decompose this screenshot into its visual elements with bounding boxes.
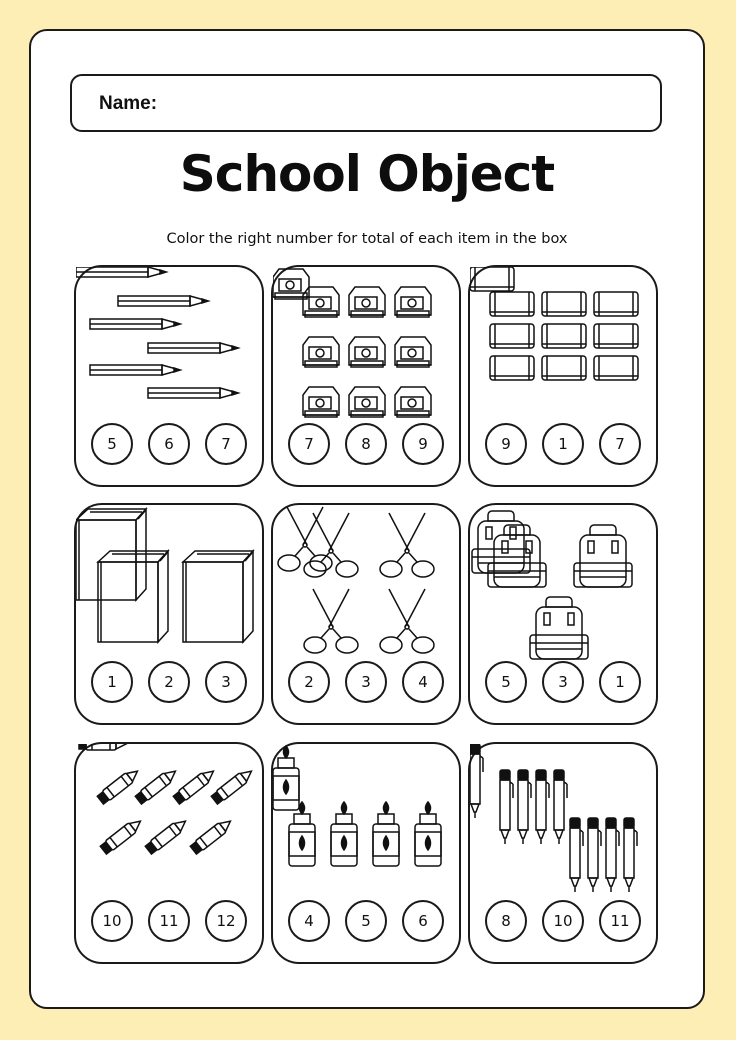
option-circle[interactable]: 11 <box>599 900 641 942</box>
scissors-icon <box>273 505 463 675</box>
card-crayons <box>74 742 264 964</box>
option-circle[interactable]: 6 <box>148 423 190 465</box>
page-title: School Object <box>179 145 555 203</box>
backpack-icon <box>470 505 660 675</box>
crayon-icon <box>76 744 266 914</box>
option-circle[interactable]: 2 <box>288 661 330 703</box>
marker-pen-icon <box>470 744 660 914</box>
option-circle[interactable]: 7 <box>288 423 330 465</box>
option-circle[interactable]: 3 <box>542 661 584 703</box>
option-circle[interactable]: 4 <box>402 661 444 703</box>
option-circle[interactable]: 4 <box>288 900 330 942</box>
option-circle[interactable]: 9 <box>402 423 444 465</box>
option-circle[interactable]: 7 <box>599 423 641 465</box>
option-circle[interactable]: 10 <box>91 900 133 942</box>
option-circle[interactable]: 8 <box>345 423 387 465</box>
card-scissors <box>271 503 461 725</box>
option-circle[interactable]: 5 <box>485 661 527 703</box>
option-circle[interactable]: 1 <box>542 423 584 465</box>
option-circle[interactable]: 10 <box>542 900 584 942</box>
option-circle[interactable]: 2 <box>148 661 190 703</box>
option-circle[interactable]: 9 <box>485 423 527 465</box>
option-circle[interactable]: 3 <box>345 661 387 703</box>
card-sharpeners <box>271 265 461 487</box>
option-circle[interactable]: 6 <box>402 900 444 942</box>
instruction-text: Color the right number for total of each item in the box <box>166 231 568 247</box>
option-circle[interactable]: 5 <box>345 900 387 942</box>
name-label: Name: <box>99 93 158 114</box>
option-circle[interactable]: 3 <box>205 661 247 703</box>
sharpener-icon <box>273 267 463 437</box>
option-circle[interactable]: 1 <box>599 661 641 703</box>
option-circle[interactable]: 1 <box>91 661 133 703</box>
card-books <box>74 503 264 725</box>
card-erasers <box>468 265 658 487</box>
card-glue <box>271 742 461 964</box>
option-circle[interactable]: 8 <box>485 900 527 942</box>
card-pencils <box>74 265 264 487</box>
card-backpacks <box>468 503 658 725</box>
name-field[interactable] <box>70 74 662 132</box>
option-circle[interactable]: 12 <box>205 900 247 942</box>
option-circle[interactable]: 7 <box>205 423 247 465</box>
book-icon <box>76 505 266 675</box>
pencil-icon <box>76 267 266 437</box>
eraser-icon <box>470 267 660 437</box>
glue-bottle-icon <box>273 744 463 914</box>
option-circle[interactable]: 5 <box>91 423 133 465</box>
card-markers <box>468 742 658 964</box>
option-circle[interactable]: 11 <box>148 900 190 942</box>
